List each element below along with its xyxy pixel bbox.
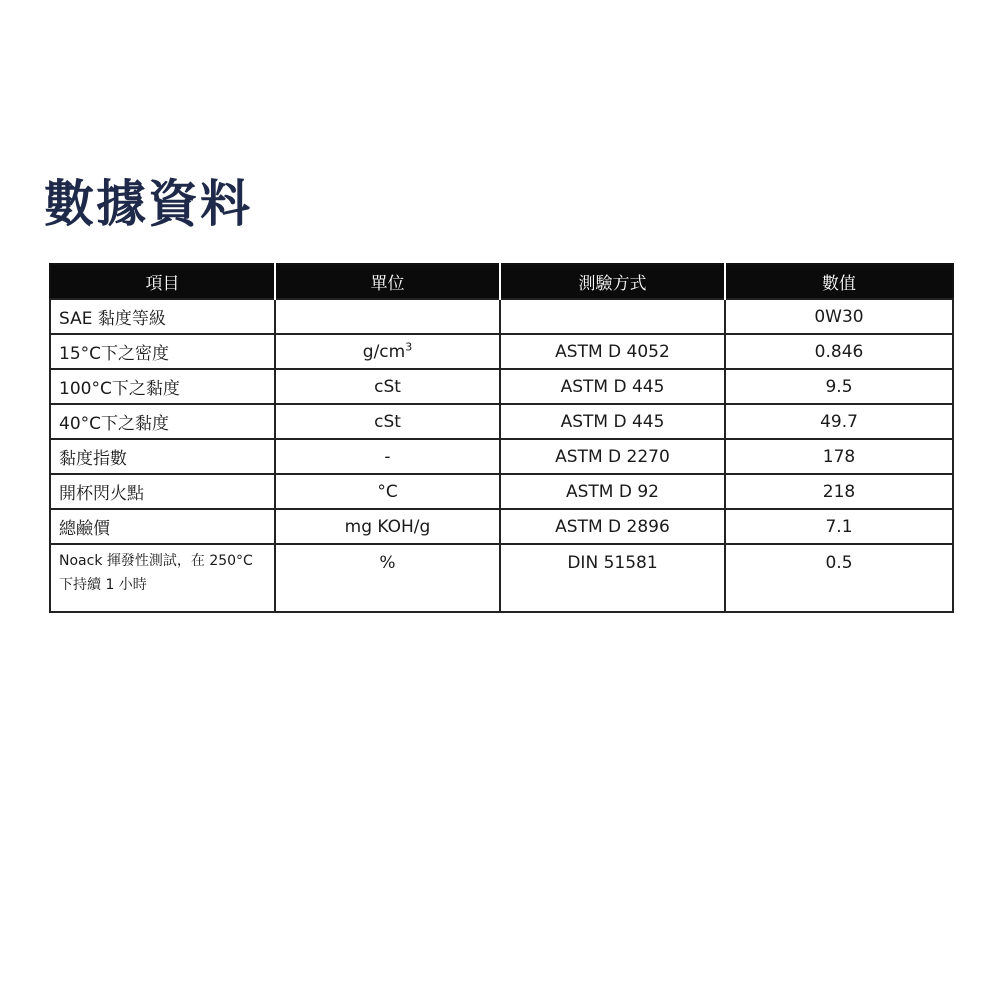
row-unit: -: [275, 439, 500, 474]
header-value: 數值: [725, 264, 953, 299]
row-unit: cSt: [275, 404, 500, 439]
row-method: ASTM D 445: [500, 404, 725, 439]
row-method: ASTM D 2270: [500, 439, 725, 474]
table-row: [50, 369, 953, 404]
row-unit: [275, 299, 500, 334]
row-value: 178: [725, 439, 953, 474]
spec-table: [49, 263, 954, 613]
table-row: [50, 334, 953, 369]
row-value: 7.1: [725, 509, 953, 544]
table-row: [50, 299, 953, 334]
table-row: [50, 439, 953, 474]
table-row: [50, 544, 953, 612]
row-method: ASTM D 445: [500, 369, 725, 404]
row-value: 49.7: [725, 404, 953, 439]
row-item: 15°C下之密度: [50, 334, 275, 369]
row-unit: mg KOH/g: [275, 509, 500, 544]
header-unit: 單位: [275, 264, 500, 299]
row-value: 218: [725, 474, 953, 509]
table-row: [50, 509, 953, 544]
row-value: 0W30: [725, 299, 953, 334]
row-method: ASTM D 92: [500, 474, 725, 509]
row-method: ASTM D 4052: [500, 334, 725, 369]
row-item: 40°C下之黏度: [50, 404, 275, 439]
table-row: [50, 404, 953, 439]
row-method: ASTM D 2896: [500, 509, 725, 544]
header-item: 項目: [50, 264, 275, 299]
row-item: 黏度指數: [50, 439, 275, 474]
row-unit: $g/cm^3$: [275, 334, 500, 369]
row-item: 100°C下之黏度: [50, 369, 275, 404]
header-method: 測驗方式: [500, 264, 725, 299]
row-value: 0.846: [725, 334, 953, 369]
row-value: 9.5: [725, 369, 953, 404]
table-header-row: [50, 264, 953, 299]
row-value: 0.5: [725, 544, 953, 612]
row-method: DIN 51581: [500, 544, 725, 612]
row-item: Noack 揮發性測試，在 250°C 下持續 1 小時: [50, 544, 275, 612]
row-unit: °C: [275, 474, 500, 509]
table-row: [50, 474, 953, 509]
row-unit: %: [275, 544, 500, 612]
page-title: 數據資料: [44, 175, 252, 233]
row-item: 開杯閃火點: [50, 474, 275, 509]
row-item: 總鹼價: [50, 509, 275, 544]
row-item: SAE 黏度等級: [50, 299, 275, 334]
row-method: [500, 299, 725, 334]
row-unit: cSt: [275, 369, 500, 404]
